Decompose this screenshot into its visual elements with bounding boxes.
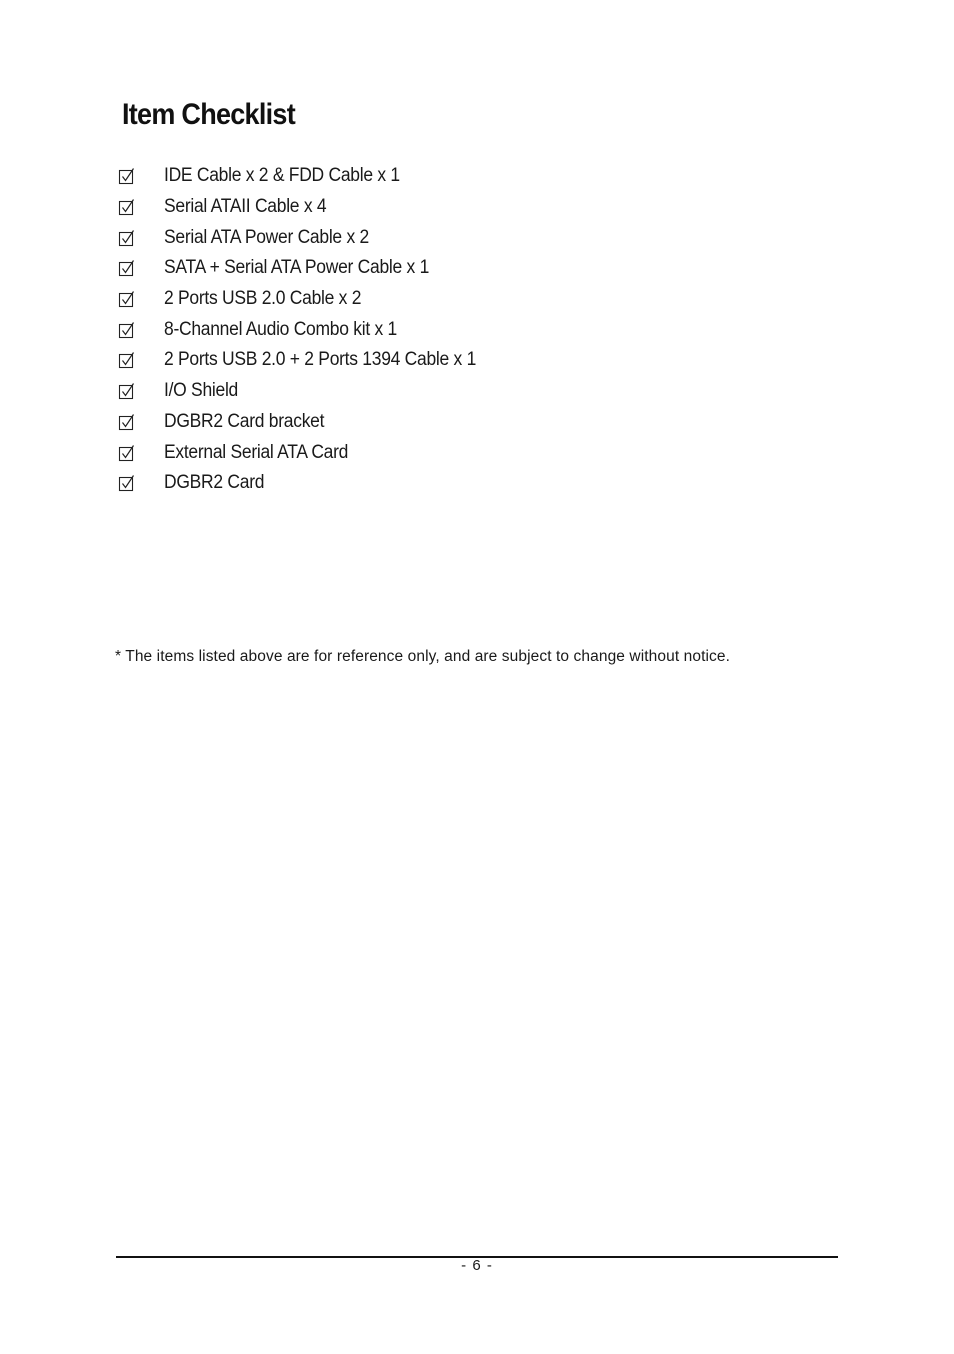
item-label: DGBR2 Card — [164, 472, 265, 494]
reference-note: * The items listed above are for reference only, and are subject to change without notice. — [115, 648, 730, 665]
page-title: Item Checklist — [122, 98, 295, 131]
list-item — [118, 376, 503, 407]
checked-box-icon — [118, 167, 136, 185]
checked-box-icon — [118, 382, 136, 400]
checked-box-icon — [118, 351, 136, 369]
item-label: 2 Ports USB 2.0 Cable x 2 — [164, 288, 362, 310]
checked-box-icon — [118, 321, 136, 339]
checked-box-icon — [118, 444, 136, 462]
list-item — [118, 468, 503, 499]
checked-box-icon — [118, 474, 136, 492]
list-item — [118, 284, 503, 315]
checked-box-icon — [118, 198, 136, 216]
list-item — [118, 437, 503, 468]
list-item — [118, 161, 503, 192]
item-label: External Serial ATA Card — [164, 441, 349, 463]
item-label: SATA + Serial ATA Power Cable x 1 — [164, 257, 430, 279]
item-label: Serial ATA Power Cable x 2 — [164, 226, 369, 248]
item-label: DGBR2 Card bracket — [164, 410, 325, 432]
checked-box-icon — [118, 290, 136, 308]
checked-box-icon — [118, 229, 136, 247]
page-number: - 6 - — [461, 1257, 493, 1274]
checked-box-icon — [118, 259, 136, 277]
list-item — [118, 407, 503, 438]
item-checklist — [118, 161, 503, 499]
checked-box-icon — [118, 413, 136, 431]
item-label: Serial ATAII Cable x 4 — [164, 196, 327, 218]
item-label: 2 Ports USB 2.0 + 2 Ports 1394 Cable x 1 — [164, 349, 477, 371]
list-item — [118, 253, 503, 284]
item-label: I/O Shield — [164, 380, 239, 402]
item-label: 8-Channel Audio Combo kit x 1 — [164, 318, 397, 340]
item-label: IDE Cable x 2 & FDD Cable x 1 — [164, 165, 400, 187]
list-item — [118, 222, 503, 253]
list-item — [118, 314, 503, 345]
list-item — [118, 345, 503, 376]
list-item — [118, 192, 503, 223]
